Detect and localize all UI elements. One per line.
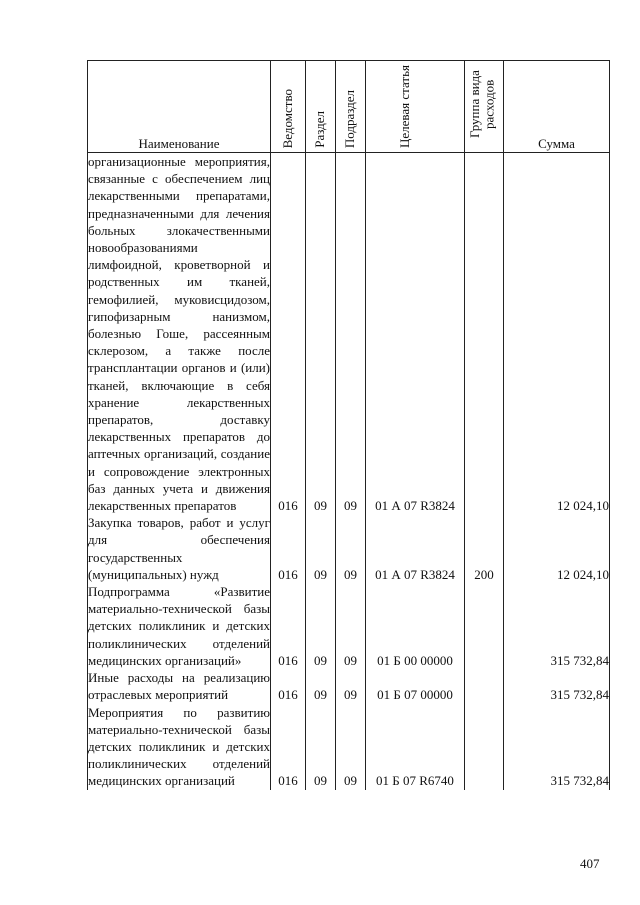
table-row: [88, 153, 610, 515]
table-row: [88, 669, 610, 703]
row-statya: 01 Б 00 00000: [366, 583, 465, 669]
row-vedomstvo: 016: [271, 153, 306, 515]
row-summa: 315 732,84: [504, 583, 610, 669]
budget-table: [87, 60, 610, 790]
header-vedomstvo: [271, 61, 306, 153]
row-gruppa: [465, 153, 504, 515]
row-podrazdel: 09: [336, 153, 366, 515]
row-summa: 315 732,84: [504, 669, 610, 703]
row-name: Подпрограмма «Развитие материально-технической базы детских поликлиник и детских поликлинических отделений медицинских организаций»: [88, 584, 270, 668]
header-name: [88, 61, 271, 153]
header-gruppa: [465, 61, 504, 153]
header-name-text: Наименование: [138, 136, 220, 151]
row-summa: 12 024,10: [504, 153, 610, 515]
header-summa-text: Сумма: [538, 136, 575, 151]
row-razdel: 09: [306, 514, 336, 583]
header-statya: [366, 61, 465, 153]
row-razdel: 09: [306, 669, 336, 703]
row-vedomstvo: 016: [271, 514, 306, 583]
row-gruppa: 200: [465, 514, 504, 583]
row-statya: 01 Б 07 R6740: [366, 704, 465, 790]
row-podrazdel: 09: [336, 583, 366, 669]
row-razdel: 09: [306, 153, 336, 515]
row-name: Закупка товаров, работ и услуг для обеспечения государственных (муниципальных) нужд: [88, 515, 270, 582]
row-gruppa: [465, 669, 504, 703]
header-gruppa-text: Группа вида расходов: [467, 70, 497, 139]
header-razdel-text: Раздел: [312, 111, 328, 148]
table-row: [88, 583, 610, 669]
row-gruppa: [465, 583, 504, 669]
row-name: организационные мероприятия, связанные с обеспечением лиц лекарственными препаратами, предназначенными для лечения больных злокачественными новообразованиями лимфоидной, кроветворной и родственных им тканей, гемофилией, муковисцидозом, гипофизарным нанизмом, болезнью Гоше, рассеянным склерозом, а также после трансплантации органов и (или) тканей, включающие в себя хранение лекарственных препаратов, доставку лекарственных препаратов до аптечных организаций, создание и сопровождение электронных баз данных учета и движения лекарственных препаратов: [88, 154, 270, 514]
row-summa: 12 024,10: [504, 514, 610, 583]
row-razdel: 09: [306, 583, 336, 669]
table-header-row: [88, 61, 610, 153]
header-summa: [504, 61, 610, 153]
row-vedomstvo: 016: [271, 669, 306, 703]
row-summa: 315 732,84: [504, 704, 610, 790]
header-vedomstvo-text: Ведомство: [279, 88, 295, 148]
row-statya: 01 А 07 R3824: [366, 514, 465, 583]
header-razdel: [306, 61, 336, 153]
row-gruppa: [465, 704, 504, 790]
row-podrazdel: 09: [336, 514, 366, 583]
row-statya: 01 Б 07 00000: [366, 669, 465, 703]
row-statya: 01 А 07 R3824: [366, 153, 465, 515]
row-podrazdel: 09: [336, 669, 366, 703]
header-statya-text: Целевая статья: [397, 64, 412, 148]
row-name: Иные расходы на реализацию отраслевых мероприятий: [88, 670, 270, 703]
header-podrazdel-text: Подраздел: [342, 89, 358, 148]
row-name: Мероприятия по развитию материально-технической базы детских поликлиник и детских поликлинических отделений медицинских организаций: [88, 704, 270, 789]
row-vedomstvo: 016: [271, 583, 306, 669]
row-razdel: 09: [306, 704, 336, 790]
row-podrazdel: 09: [336, 704, 366, 790]
header-podrazdel: [336, 61, 366, 153]
row-vedomstvo: 016: [271, 704, 306, 790]
page-number: 407: [580, 856, 600, 871]
table-row: [88, 514, 610, 583]
table-row: [88, 704, 610, 790]
